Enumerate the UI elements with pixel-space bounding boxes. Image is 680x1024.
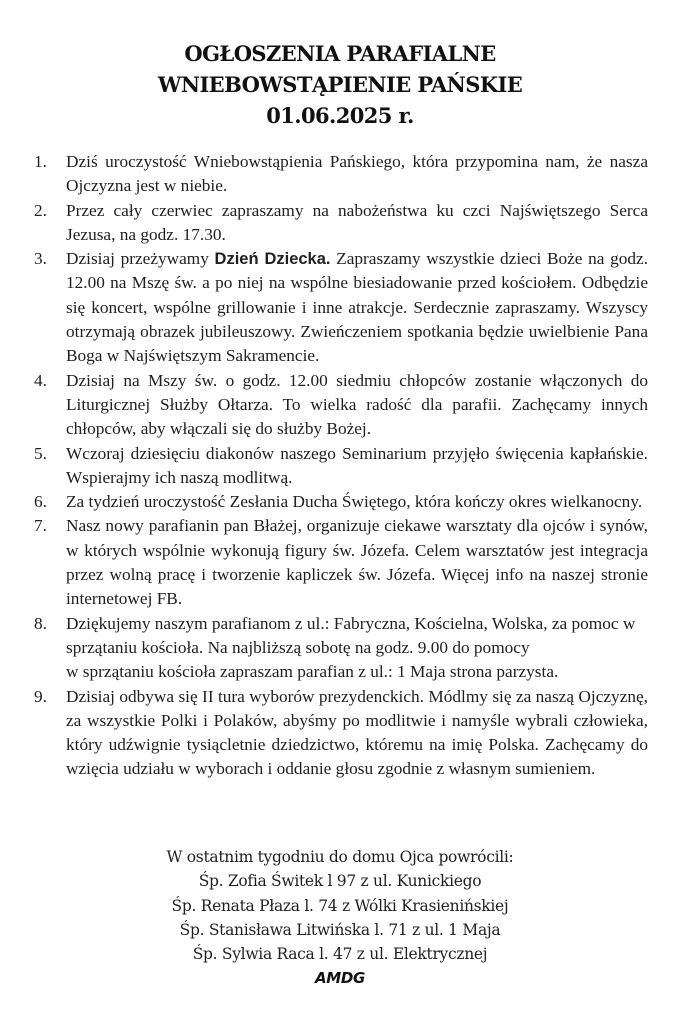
item-text-lead: Dzisiaj przeżywamy bbox=[66, 249, 215, 269]
obituary-section bbox=[0, 845, 680, 991]
announcements-list bbox=[34, 150, 648, 782]
obituary-name: Śp. Zofia Świtek l 97 z ul. Kunickiego bbox=[198, 872, 482, 891]
title-feast: WNIEBOWSTĄPIENIE PAŃSKIE bbox=[157, 72, 523, 97]
item-text: Zapraszamy wszystkie dzieci Boże na godz. 12.00 na Mszę św. a po niej na wspólne biesiadowanie przed kościołem. Odbędzie się koncert, wspólne grillowanie i inne atrakcje. Serdecznie zapraszamy. Wszyscy otrzymają obrazek jubileuszowy. Zwieńczeniem spotkania będzie uwielbienie Pana Boga w Najświętszym Sakramencie. bbox=[66, 249, 648, 366]
obituary-intro: W ostatnim tygodniu do domu Ojca powrócili: bbox=[166, 848, 514, 866]
announcement-item bbox=[34, 685, 648, 782]
item-number: 6. bbox=[34, 492, 47, 512]
item-number: 1. bbox=[34, 152, 47, 171]
item-number: 2. bbox=[34, 200, 47, 220]
title-announcements: OGŁOSZENIA PARAFIALNE bbox=[184, 41, 496, 66]
announcement-item bbox=[34, 199, 648, 248]
item-text: Dzisiaj odbywa się II tura wyborów prezydenckich. Módlmy się za naszą Ojczyznę, za wszystkie Polki i Polaków, abyśmy po modlitwie i namyśle wybrali człowieka, który udźwignie tysiącletnie dziedzictwo, któremu na imię Polska. Zachęcamy do wzięcia udziału w wyborach i oddanie głosu zgodnie z własnym sumieniem. bbox=[66, 686, 648, 779]
item-text: Przez cały czerwiec zapraszamy na nabożeństwa ku czci Najświętszego Serca Jezusa, na godz. 17.30. bbox=[66, 200, 648, 244]
announcement-item bbox=[34, 490, 648, 514]
item-number: 9. bbox=[34, 686, 47, 706]
item-text-continued: w sprzątaniu kościoła zapraszam parafian z ul.: 1 Maja strona parzysta. bbox=[66, 662, 559, 682]
obituary-name: Śp. Renata Płaza l. 74 z Wólki Krasienińskiej bbox=[171, 896, 509, 915]
item-number: 8. bbox=[34, 613, 47, 633]
item-number: 7. bbox=[34, 516, 47, 536]
announcement-item bbox=[34, 612, 648, 685]
closing-motto: AMDG bbox=[314, 969, 366, 988]
announcement-item bbox=[34, 247, 648, 368]
item-text: Wczoraj dziesięciu diakonów naszego Seminarium przyjęło święcenia kapłańskie. Wspierajmy ich naszą modlitwą. bbox=[66, 443, 648, 487]
item-number: 5. bbox=[34, 443, 47, 463]
item-text: Dziękujemy naszym parafianom z ul.: Fabryczna, Kościelna, Wolska, za pomoc w sprzątaniu kościoła. Na najbliższą sobotę na godz. 9.00 do pomocy bbox=[66, 613, 636, 657]
obituary-name: Śp. Stanisława Litwińska l. 71 z ul. 1 Maja bbox=[179, 920, 501, 939]
announcement-item bbox=[34, 150, 648, 199]
obituary-name: Śp. Sylwia Raca l. 47 z ul. Elektrycznej bbox=[192, 945, 488, 964]
item-bold-highlight: Dzień Dziecka. bbox=[214, 250, 331, 269]
title-date: 01.06.2025 r. bbox=[266, 103, 414, 128]
item-text: Dziś uroczystość Wniebowstąpienia Pańskiego, która przypomina nam, że nasza Ojczyzna jest w niebie. bbox=[66, 152, 648, 196]
item-number: 4. bbox=[34, 370, 47, 390]
announcement-item bbox=[34, 369, 648, 442]
item-text: Za tydzień uroczystość Zesłania Ducha Świętego, która kończy okres wielkanocny. bbox=[66, 492, 643, 512]
item-number: 3. bbox=[34, 249, 47, 269]
announcement-item bbox=[34, 442, 648, 491]
document-header bbox=[0, 38, 680, 131]
item-text: Dzisiaj na Mszy św. o godz. 12.00 siedmiu chłopców zostanie włączonych do Liturgicznej Służby Ołtarza. To wielka radość dla parafii. Zachęcamy innych chłopców, aby włączali się do służby Bożej. bbox=[66, 370, 648, 439]
announcement-item bbox=[34, 514, 648, 611]
item-text: Nasz nowy parafianin pan Błażej, organizuje ciekawe warsztaty dla ojców i synów, w których wspólnie wykonują figury św. Józefa. Celem warsztatów jest integracja przez wolną pracę i tworzenie kapliczek św. Józefa. Więcej info na naszej stronie internetowej FB. bbox=[66, 516, 648, 609]
